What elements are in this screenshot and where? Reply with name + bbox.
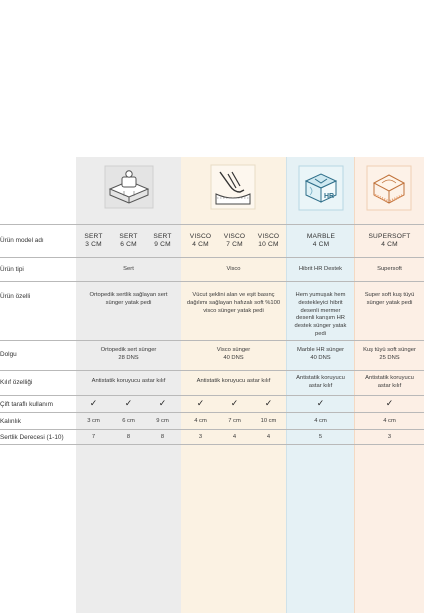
type-cell: Supersoft (377, 266, 402, 272)
feather-layer-icon (366, 165, 412, 216)
filling-cell: Visco sünger 40 DNS (216, 347, 251, 361)
thickness-cell: 7 cm (228, 418, 241, 424)
hardness-cell: 4 (266, 434, 271, 440)
check-icon: ✓ (230, 398, 239, 408)
check-icon: ✓ (196, 398, 205, 408)
thickness-cell: 6 cm (122, 418, 135, 424)
hardness-cell: 7 (91, 434, 96, 440)
thickness-cell: 4 cm (383, 418, 396, 424)
model-header: VISCO 7 CM (223, 233, 246, 249)
check-icon: ✓ (385, 398, 394, 408)
model-header: SERT 3 CM (84, 233, 103, 249)
cover-cell: Antistatik koruyucu astar kılıf (296, 375, 345, 389)
row-label-filling: Dolgu (0, 351, 17, 358)
feature-cell: Super soft kuş tüyü sünger yatak pedi (364, 292, 415, 306)
row-label-thickness: Kalınlık (0, 418, 21, 425)
cover-cell: Antistatik koruyucu astar kılıf (91, 378, 166, 384)
check-icon: ✓ (89, 398, 98, 408)
type-cell: Visco (226, 266, 241, 272)
feature-cell: Hem yumuşak hem destekleyici hibrit desenli mermer desenli karışım HR destek sünger yatak pedi (294, 292, 347, 338)
check-icon: ✓ (264, 398, 273, 408)
model-header: VISCO 10 CM (257, 233, 280, 249)
cover-cell: Antistatik koruyucu astar kılıf (196, 378, 271, 384)
row-label-type: Ürün tipi (0, 266, 24, 273)
check-icon: ✓ (124, 398, 133, 408)
row-label-double: Çift taraflı kullanım (0, 401, 53, 408)
row-divider (0, 412, 424, 413)
model-header: SUPERSOFT 4 CM (368, 233, 411, 249)
filling-cell: Kuş tüyü soft sünger 25 DNS (363, 347, 416, 361)
filling-cell: Ortopedik sert sünger 28 DNS (100, 347, 157, 361)
check-icon: ✓ (158, 398, 167, 408)
thickness-cell: 4 cm (314, 418, 327, 424)
type-cell: Sert (123, 266, 134, 272)
row-label-model: Ürün model adı (0, 237, 44, 244)
row-divider (0, 370, 424, 371)
row-label-cover: Kılıf özelliği (0, 379, 33, 386)
filling-cell: Marble HR sünger 40 DNS (296, 347, 345, 361)
hardness-cell: 5 (318, 434, 323, 440)
row-divider (0, 224, 424, 225)
row-label-feature: Ürün özelli (0, 293, 31, 300)
thickness-cell: 4 cm (194, 418, 207, 424)
type-cell: Hibrit HR Destek (298, 266, 343, 272)
hand-pressing-foam-icon (210, 164, 256, 215)
marble-hr-foam-icon (298, 165, 344, 216)
hardness-cell: 3 (198, 434, 203, 440)
hardness-cell: 3 (387, 434, 392, 440)
thickness-cell: 3 cm (87, 418, 100, 424)
hardness-cell: 4 (232, 434, 237, 440)
check-icon: ✓ (316, 398, 325, 408)
thickness-cell: 10 cm (260, 418, 277, 424)
row-divider (0, 340, 424, 341)
model-header: SERT 6 CM (119, 233, 138, 249)
feature-cell: Vücut şeklini alan ve eşit basınç dağılımı sağlayan hafızalı soft %100 visco sünger yatak pedi (186, 292, 281, 314)
hardness-cell: 8 (126, 434, 131, 440)
model-header: SERT 9 CM (153, 233, 172, 249)
row-label-hardness: Sertlik Derecesi (1-10) (0, 434, 64, 441)
row-divider (0, 444, 424, 445)
row-divider (0, 281, 424, 282)
row-divider (0, 429, 424, 430)
row-divider (0, 395, 424, 396)
thickness-cell: 9 cm (156, 418, 169, 424)
cover-cell: Antistatik koruyucu astar kılıf (365, 375, 414, 389)
orthopedic-mattress-icon (104, 165, 154, 214)
row-divider (0, 257, 424, 258)
model-header: MARBLE 4 CM (306, 233, 336, 249)
svg-text:HR: HR (324, 193, 335, 200)
hardness-cell: 8 (160, 434, 165, 440)
feature-cell: Ortopedik sertlik sağlayan sert sünger yatak pedi (89, 292, 168, 306)
model-header: VISCO 4 CM (189, 233, 212, 249)
